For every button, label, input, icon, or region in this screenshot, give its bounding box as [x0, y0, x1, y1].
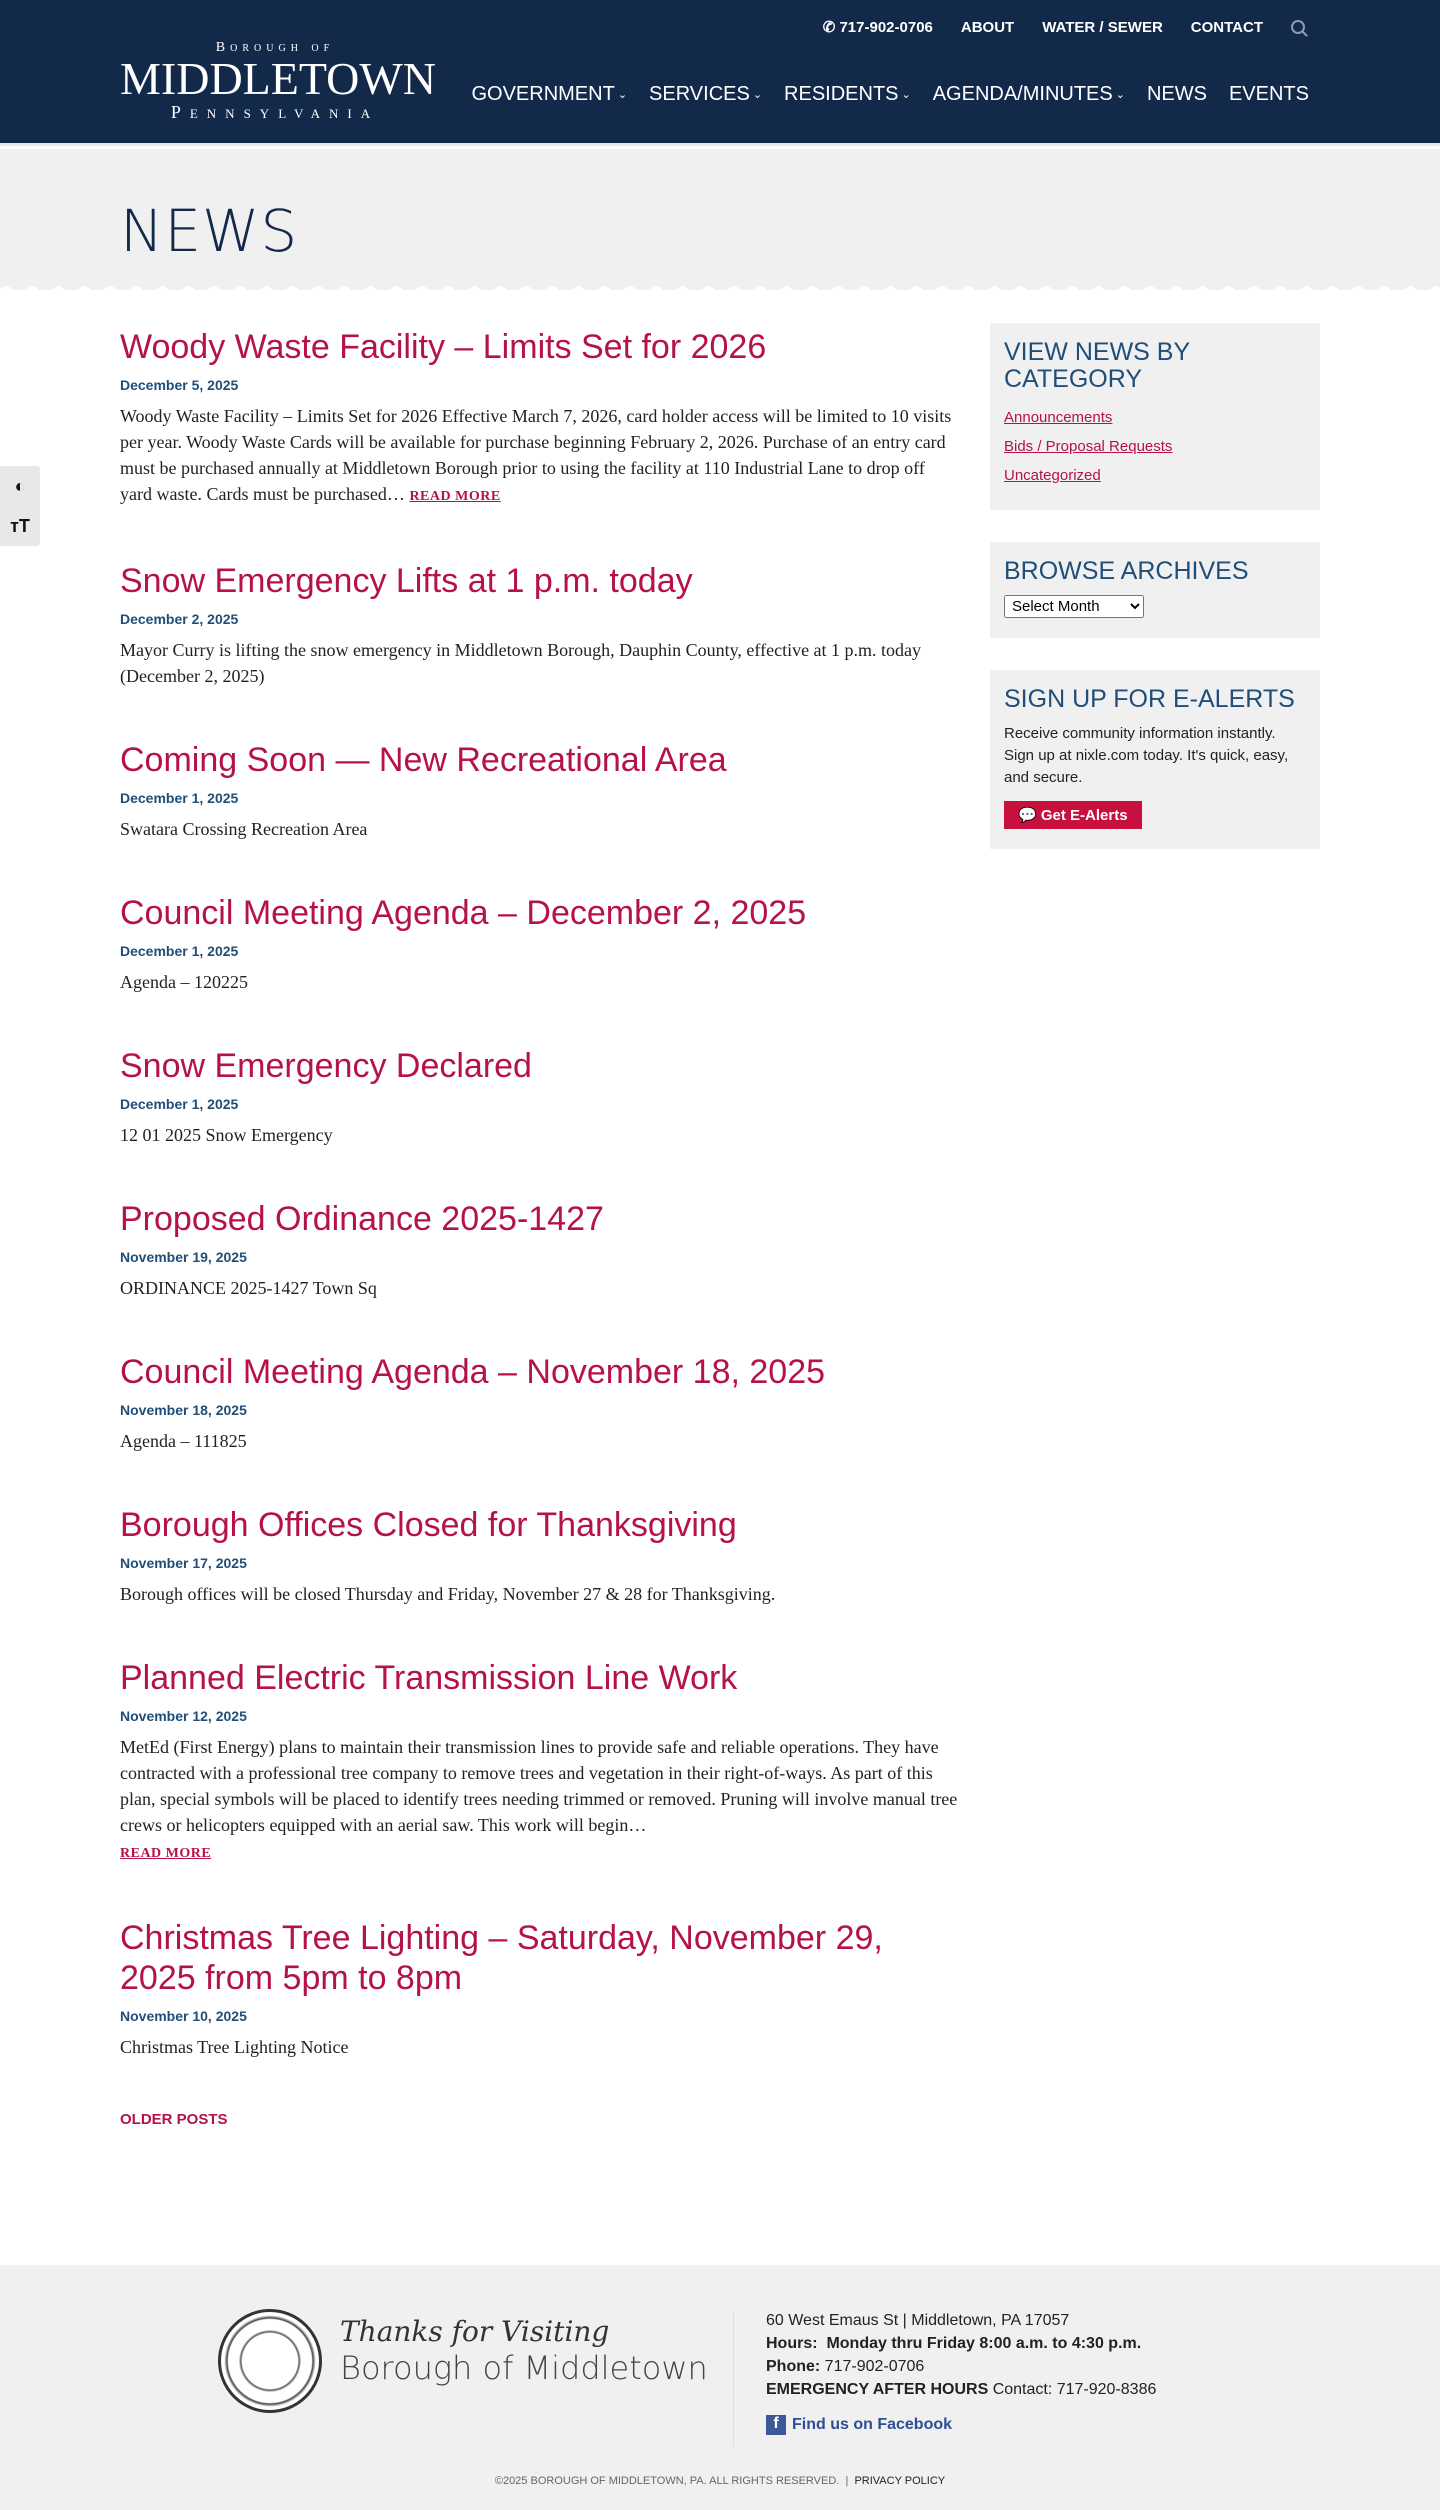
- contrast-icon[interactable]: ◐: [14, 475, 26, 496]
- nav-label: GOVERNMENT: [471, 83, 615, 105]
- phone-link[interactable]: [823, 18, 933, 36]
- main-nav: [471, 83, 1309, 106]
- news-post: [120, 1918, 960, 2060]
- nav-news[interactable]: [1147, 83, 1207, 106]
- about-link[interactable]: ABOUT: [960, 18, 1015, 36]
- footer-divider: [733, 2312, 734, 2447]
- post-title[interactable]: Snow Emergency Declared: [120, 1047, 532, 1085]
- nav-residents[interactable]: [784, 83, 911, 106]
- category-announcements[interactable]: Announcements: [1004, 409, 1113, 426]
- chevron-down-icon: ⌄: [752, 89, 763, 101]
- nav-services[interactable]: [649, 83, 762, 106]
- post-title[interactable]: Proposed Ordinance 2025-1427: [120, 1200, 604, 1238]
- category-widget: [990, 323, 1320, 510]
- post-date: December 2, 2025: [120, 611, 239, 627]
- post-title[interactable]: Planned Electric Transmission Line Work: [120, 1659, 738, 1697]
- excerpt-text: MetEd (First Energy) plans to maintain their transmission lines to provide safe and reliable operations. They have contracted with a professional tree company to remove trees and vegetation in their right-of-ways. As part of this plan, special symbols will be placed to identify trees needing trimmed or removed. Pruning will involve manual tree crews or helicopters equipped with an aerial saw. This work will begin…: [120, 1737, 958, 1835]
- contact-link[interactable]: CONTACT: [1190, 18, 1263, 36]
- hours-value: Monday thru Friday 8:00 a.m. to 4:30 p.m.: [826, 2335, 1142, 2352]
- facebook-icon: f: [766, 2415, 786, 2435]
- facebook-link[interactable]: [766, 2413, 1156, 2436]
- category-bids-proposals[interactable]: Bids / Proposal Requests: [1004, 438, 1173, 455]
- post-excerpt: Christmas Tree Lighting Notice: [120, 2037, 349, 2057]
- nav-label: AGENDA/MINUTES: [932, 83, 1113, 105]
- facebook-label: Find us on Facebook: [792, 2416, 953, 2433]
- post-date: November 12, 2025: [120, 1708, 247, 1724]
- post-title[interactable]: Coming Soon — New Recreational Area: [120, 741, 727, 779]
- read-more-link[interactable]: READ MORE: [120, 1846, 212, 1861]
- post-excerpt: Agenda – 111825: [120, 1431, 247, 1451]
- button-label: Get E-Alerts: [1040, 807, 1128, 824]
- page-title: NEWS: [120, 197, 299, 265]
- chat-bubble-icon: 💬: [1018, 807, 1041, 824]
- read-more-link[interactable]: READ MORE: [409, 489, 501, 504]
- water-sewer-link[interactable]: WATER / SEWER: [1042, 18, 1163, 36]
- borough-seal-logo: [218, 2309, 322, 2413]
- emergency: [766, 2378, 1156, 2401]
- archives-widget: [990, 542, 1320, 638]
- post-date: November 17, 2025: [120, 1555, 247, 1571]
- excerpt-text: Woody Waste Facility – Limits Set for 2026 Effective March 7, 2026, card holder access will be limited to 10 visits per year. Woody Waste Cards will be available for purchase beginning February 2, 2026. Purchase of an entry card must be purchased annually at Middletown Borough prior to using the facility at 110 Industrial Lane to drop off yard waste. Cards must be purchased…: [120, 406, 952, 504]
- hours-label: Hours:: [766, 2335, 818, 2352]
- phone-label: Phone:: [766, 2358, 821, 2375]
- logo-line-3: Pennsylvania: [170, 102, 380, 122]
- chevron-down-icon: ⌄: [617, 89, 628, 101]
- post-excerpt: [120, 403, 960, 510]
- wave-divider: [0, 282, 1440, 298]
- logo-line-1: Borough of: [215, 40, 335, 55]
- post-title[interactable]: Council Meeting Agenda – December 2, 2025: [120, 894, 807, 932]
- post-title[interactable]: Council Meeting Agenda – November 18, 2025: [120, 1353, 826, 1391]
- post-date: December 5, 2025: [120, 377, 239, 393]
- chevron-down-icon: ⌄: [1115, 89, 1125, 101]
- news-post: [120, 561, 960, 689]
- post-date: November 18, 2025: [120, 1402, 247, 1418]
- post-excerpt: [120, 1734, 960, 1867]
- post-date: December 1, 2025: [120, 790, 239, 806]
- post-title[interactable]: Christmas Tree Lighting – Saturday, November 29, 2025 from 5pm to 8pm: [120, 1919, 883, 1997]
- post-title[interactable]: Woody Waste Facility – Limits Set for 2026: [120, 328, 767, 366]
- sidebar: [990, 323, 1320, 881]
- top-links: [823, 18, 1305, 36]
- site-logo[interactable]: [120, 40, 436, 123]
- nav-events[interactable]: [1229, 83, 1309, 106]
- post-date: December 1, 2025: [120, 1096, 239, 1112]
- thanks-text: Thanks for Visiting: [340, 2315, 610, 2348]
- site-footer: [0, 2265, 1440, 2510]
- phone: [766, 2355, 1156, 2378]
- accessibility-toolbar: [0, 466, 40, 546]
- borough-name: Borough of Middletown: [340, 2349, 708, 2387]
- older-posts-link[interactable]: OLDER POSTS: [120, 2111, 228, 2128]
- post-excerpt: ORDINANCE 2025-1427 Town Sq: [120, 1278, 377, 1298]
- copyright-text: ©2025 BOROUGH OF MIDDLETOWN, PA. ALL RIGHTS RESERVED.: [494, 2475, 840, 2487]
- news-post: [120, 893, 960, 995]
- page-title-band: [0, 149, 1440, 290]
- emergency-label: EMERGENCY AFTER HOURS: [766, 2381, 989, 2398]
- font-size-icon[interactable]: ᴛT: [10, 515, 30, 536]
- category-uncategorized[interactable]: Uncategorized: [1004, 467, 1101, 484]
- ealerts-widget: [990, 670, 1320, 849]
- nav-label: EVENTS: [1228, 83, 1309, 105]
- nav-label: SERVICES: [649, 83, 750, 105]
- post-date: November 19, 2025: [120, 1249, 247, 1265]
- chevron-down-icon: ⌄: [901, 89, 911, 101]
- site-header: [0, 0, 1440, 146]
- contact-info: [766, 2309, 1156, 2436]
- post-date: December 1, 2025: [120, 943, 239, 959]
- news-post: [120, 1046, 960, 1148]
- phone-number: 717-902-0706: [839, 19, 933, 36]
- privacy-policy-link[interactable]: PRIVACY POLICY: [854, 2475, 946, 2487]
- post-date: November 10, 2025: [120, 2008, 247, 2024]
- widget-title: SIGN UP FOR E-ALERTS: [1004, 685, 1295, 713]
- get-ealerts-button[interactable]: [1004, 801, 1142, 829]
- news-post: [120, 1199, 960, 1301]
- logo-line-2: MIDDLETOWN: [120, 53, 436, 104]
- post-excerpt: Agenda – 120225: [120, 972, 248, 992]
- nav-label: RESIDENTS: [784, 83, 899, 105]
- widget-title: VIEW NEWS BY CATEGORY: [1004, 338, 1190, 393]
- emergency-value: Contact: 717-920-8386: [992, 2381, 1157, 2398]
- news-post: [120, 1352, 960, 1454]
- nav-agenda-minutes[interactable]: [933, 83, 1125, 106]
- nav-government[interactable]: [471, 83, 627, 106]
- widget-title: BROWSE ARCHIVES: [1004, 557, 1249, 585]
- post-title[interactable]: Borough Offices Closed for Thanksgiving: [120, 1506, 737, 1544]
- news-list: [120, 327, 960, 2128]
- news-post: [120, 327, 960, 510]
- news-post: [120, 1658, 960, 1867]
- post-excerpt: Swatara Crossing Recreation Area: [120, 819, 368, 839]
- phone-value: 717-902-0706: [824, 2358, 925, 2375]
- post-excerpt: Mayor Curry is lifting the snow emergency in Middletown Borough, Dauphin County, effective at 1 p.m. today (December 2, 2025): [120, 640, 922, 686]
- hours: [766, 2332, 1156, 2355]
- news-post: [120, 1505, 960, 1607]
- post-title[interactable]: Snow Emergency Lifts at 1 p.m. today: [120, 562, 693, 600]
- post-excerpt: 12 01 2025 Snow Emergency: [120, 1125, 333, 1145]
- post-excerpt: Borough offices will be closed Thursday and Friday, November 27 & 28 for Thanksgiving.: [120, 1584, 776, 1604]
- news-post: [120, 740, 960, 842]
- phone-icon: ✆: [822, 19, 840, 36]
- copyright-bar: ©2025 BOROUGH OF MIDDLETOWN, PA. ALL RIGHTS RESERVED. | PRIVACY POLICY: [494, 2475, 946, 2487]
- address: 60 West Emaus St | Middletown, PA 17057: [766, 2312, 1070, 2329]
- nav-label: NEWS: [1146, 83, 1207, 105]
- ealerts-text: Receive community information instantly. Sign up at nixle.com today. It's quick, easy, and secure.: [1004, 725, 1289, 786]
- archive-month-select[interactable]: [1004, 595, 1144, 618]
- search-icon[interactable]: [1291, 20, 1305, 34]
